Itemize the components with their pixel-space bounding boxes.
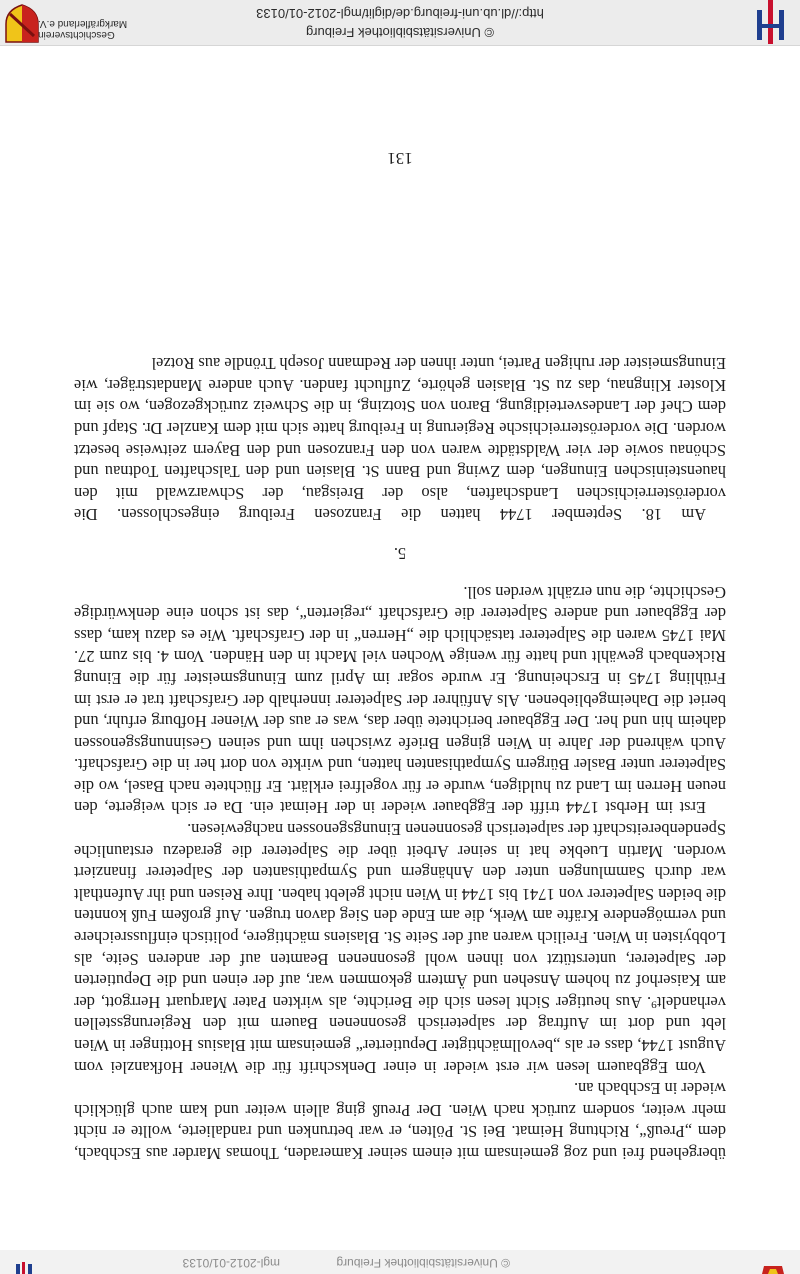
ghost-identifier: mgl-2012-01/0133 — [182, 1256, 280, 1270]
society-crest-fragment-icon — [760, 1264, 786, 1274]
society-name-line: Geschichtsverein — [38, 29, 115, 40]
paragraph: Vom Eggbauern lesen wir erst wieder in einer Denkschrift für die Wiener Hofkanzlei vom August 1744, dass er als „bevollmächtigter Deputierter“ gemeinsam mit Blasius Hottinger in Wien lebt und dort im Auftrag der salpeterisch gesonnenen Bauern mit den Regierungsstellen verhandelt⁹. Aus heutiger Sicht lesen sich die Berichte, als wirkten Pater Marquart Herrgott, der am Kaiserhof zu hohem Ansehen und Ämtern gekommen war, auf der einen und die Deputierten der Salpeterer, unterstützt von ihnen wohl gesonnenen Beamten auf der anderen Seite, als Lobbyisten in Wien. Freilich waren auf der Seite St. Blasiens mächtigere, politisch einflussreichere und vermögendere Kräfte am Werk, die am Ende den Sieg davon trugen. Auf großem Fuß konnten die beiden Salpeterer von 1741 bis 1744 in Wien nicht gelebt haben. Ihre Reisen und ihr Aufenthalt war durch Sammlungen unter den Anhängern und Sympathisanten der Salpeterer finanziert worden. Martin Luebke hat in seiner Arbeit über die Salpeterer die geradezu erstaunliche Spendenbereitschaft der salpeterisch gesonnenen Einungsgenossen nachgewiesen. — [74, 820, 726, 1077]
scan-edge-strip — [0, 1250, 800, 1274]
source-url-link[interactable]: http://dl.ub.uni-freiburg.de/diglit/mgl-2012-01/0133 — [256, 6, 544, 21]
body-text — [74, 353, 726, 1164]
paragraph: Erst im Herbst 1744 trifft der Eggbauer wieder in der Heimat ein. Da er sich weigerte, den neuen Herren im Land zu huldigen, wurde er für vogelfrei erklärt. Er flüchtete nach Basel, wo die Salpeterer unter Basler Bürgern Sympathisanten hatten, und wirkte von dort her in die Grafschaft. Auch während der Jahre in Wien gingen Briefe zwischen ihm und seinen Gesinnungsgenossen daheim hin und her. Der Eggbauer berichtete über das, was er aus der Wiener Hofburg erfuhr, und beriet die Daheimgebliebenen. Als Anführer der Salpeterer innerhalb der Grafschaft trat er erst im Frühling 1745 in Erscheinung. Er wurde sogar im April zum Einungsmeister für die Einung Rickenbach gewählt und hatte für wenige Wochen viel Macht in den Händen. Vom 4. bis zum 27. Mai 1745 waren die Salpeterer tatsächlich die „Herren“ in der Grafschaft. Wie es dazu kam, dass der Eggbauer und andere Salpeterer die Grafschaft „regierten“, das ist schon eine denkwürdige Geschichte, die nun erzählt werden soll. — [74, 582, 726, 818]
copyright-notice: © Universitätsbibliothek Freiburg — [305, 25, 495, 40]
page-number: 131 — [387, 149, 413, 168]
society-name — [38, 18, 158, 40]
section-heading: 5. — [393, 543, 407, 563]
ghost-copyright: © Universitätsbibliothek Freiburg — [336, 1256, 510, 1270]
coat-of-arms-icon — [4, 4, 40, 44]
ub-logo-fragment-icon — [14, 1262, 34, 1274]
paragraph: übergehend frei und zog gemeinsam mit einem seiner Kameraden, Thomas Marder aus Eschbach, dem „Preuß“, Richtung Heimat. Bei St. Pölten, er war betrunken und randalierte, wollte er nicht mehr weiter, sondern zurück nach Wien. Der Preuß ging allein weiter und kam auch glücklich wieder in Eschbach an. — [74, 1079, 726, 1163]
society-name-line: Markgräflerland e.V. — [38, 18, 128, 29]
paragraph: Am 18. September 1744 hatten die Franzosen Freiburg eingeschlossen. Die vorderösterreichischen Landschaften, also der Breisgau, der Schwarzwald mit den hauensteinischen Einungen, dem Zwing und Bann St. Blasien und den Talschaften Todtnau und Schönau sowie der vier Waldstädte waren von den Franzosen und den Bayern zeitweise besetzt worden. Die vorderösterreichische Regierung in Freiburg hatte sich mit dem Kanzler Dr. Stapf und dem Chef der Landesverteidigung, Baron von Stotzing, in die Schweiz zurückgezogen, wo sie im Kloster Klingnau, das zu St. Blasien gehörte, Zuflucht fanden. Auch andere Mandatsträger, wie Einungsmeister der ruhigen Partei, unter ihnen der Redmann Joseph Tröndle aus Rotzel — [74, 354, 726, 525]
